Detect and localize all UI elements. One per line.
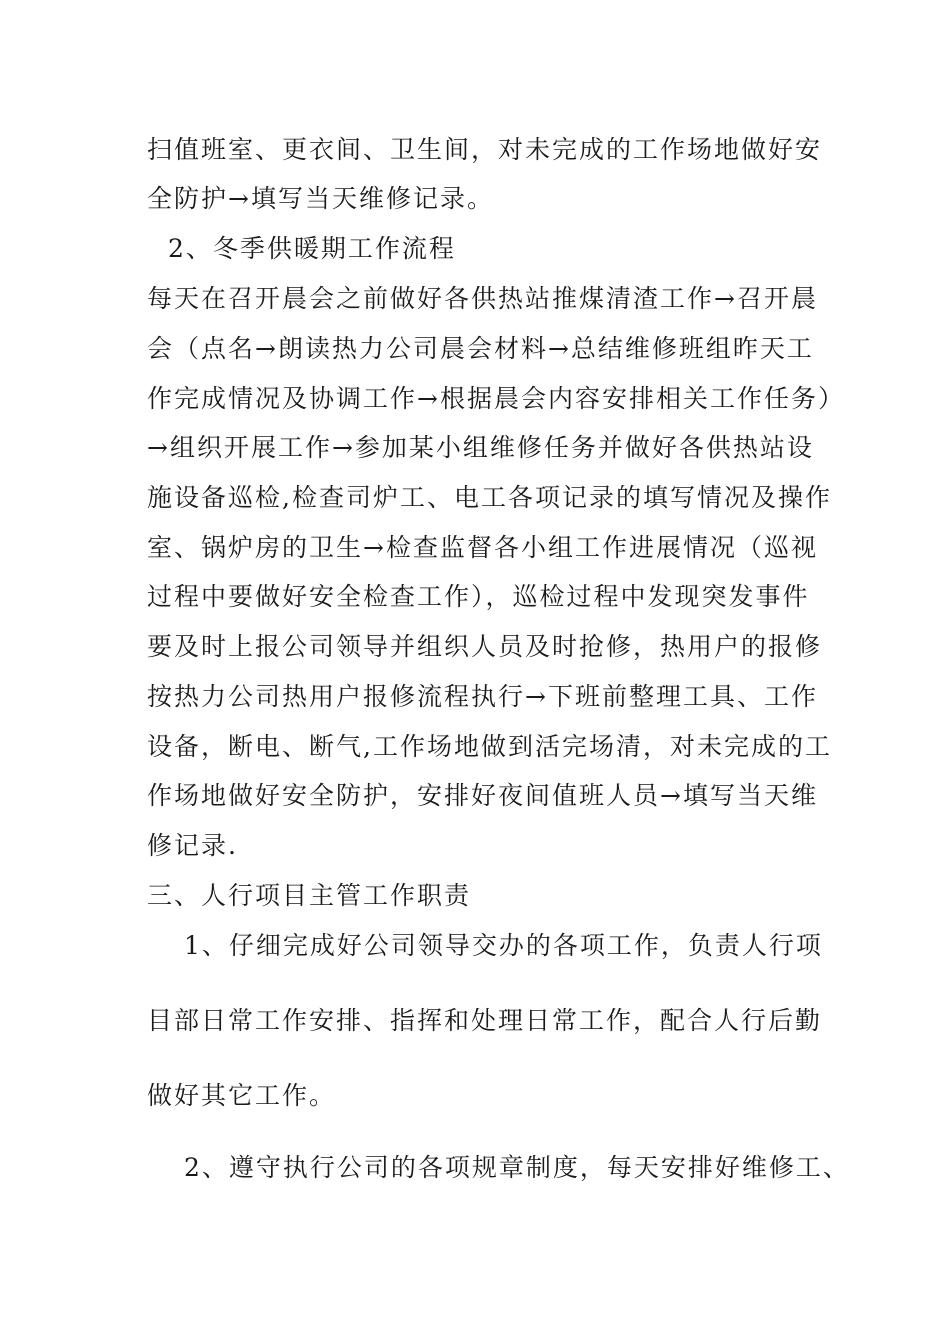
- paragraph-line: →组织开展工作→参加某小组维修任务并做好各供热站设: [147, 433, 814, 462]
- paragraph-line: 2、遵守执行公司的各项规章制度，每天安排好维修工、: [184, 1153, 850, 1182]
- section-heading-3: 三、人行项目主管工作职责: [147, 881, 472, 910]
- paragraph-line: 作场地做好安全防护，安排好夜间值班人员→填写当天维: [147, 781, 818, 810]
- paragraph-line: 做好其它工作。: [147, 1081, 337, 1110]
- paragraph-line: 修记录.: [147, 831, 238, 860]
- paragraph-line: 要及时上报公司领导并组织人员及时抢修，热用户的报修: [147, 632, 823, 661]
- paragraph-line: 室、锅炉房的卫生→检查监督各小组工作进展情况（巡视: [147, 533, 818, 562]
- paragraph-line: 1、仔细完成好公司领导交办的各项工作，负责人行项: [184, 931, 823, 960]
- paragraph-line: 每天在召开晨会之前做好各供热站推煤清渣工作→召开晨: [147, 284, 818, 313]
- paragraph-line: 过程中要做好安全检查工作），巡检过程中发现突发事件: [147, 582, 810, 611]
- paragraph-line: 全防护→填写当天维修记录。: [147, 184, 494, 213]
- paragraph-line: 目部日常工作安排、指挥和处理日常工作，配合人行后勤: [147, 1006, 823, 1035]
- subheading-winter-workflow: 2、冬季供暖期工作流程: [168, 234, 456, 263]
- paragraph-line: 设备，断电、断气,工作场地做到活完场清，对未完成的工: [147, 732, 832, 761]
- paragraph-line: 会（点名→朗读热力公司晨会材料→总结维修班组昨天工: [147, 334, 814, 363]
- paragraph-line: 扫值班室、更衣间、卫生间，对未完成的工作场地做好安: [147, 135, 823, 164]
- paragraph-line: 按热力公司热用户报修流程执行→下班前整理工具、工作: [147, 682, 818, 711]
- paragraph-line: 作完成情况及协调工作→根据晨会内容安排相关工作任务）: [147, 384, 845, 413]
- paragraph-line: 施设备巡检,检查司炉工、电工各项记录的填写情况及操作: [147, 483, 832, 512]
